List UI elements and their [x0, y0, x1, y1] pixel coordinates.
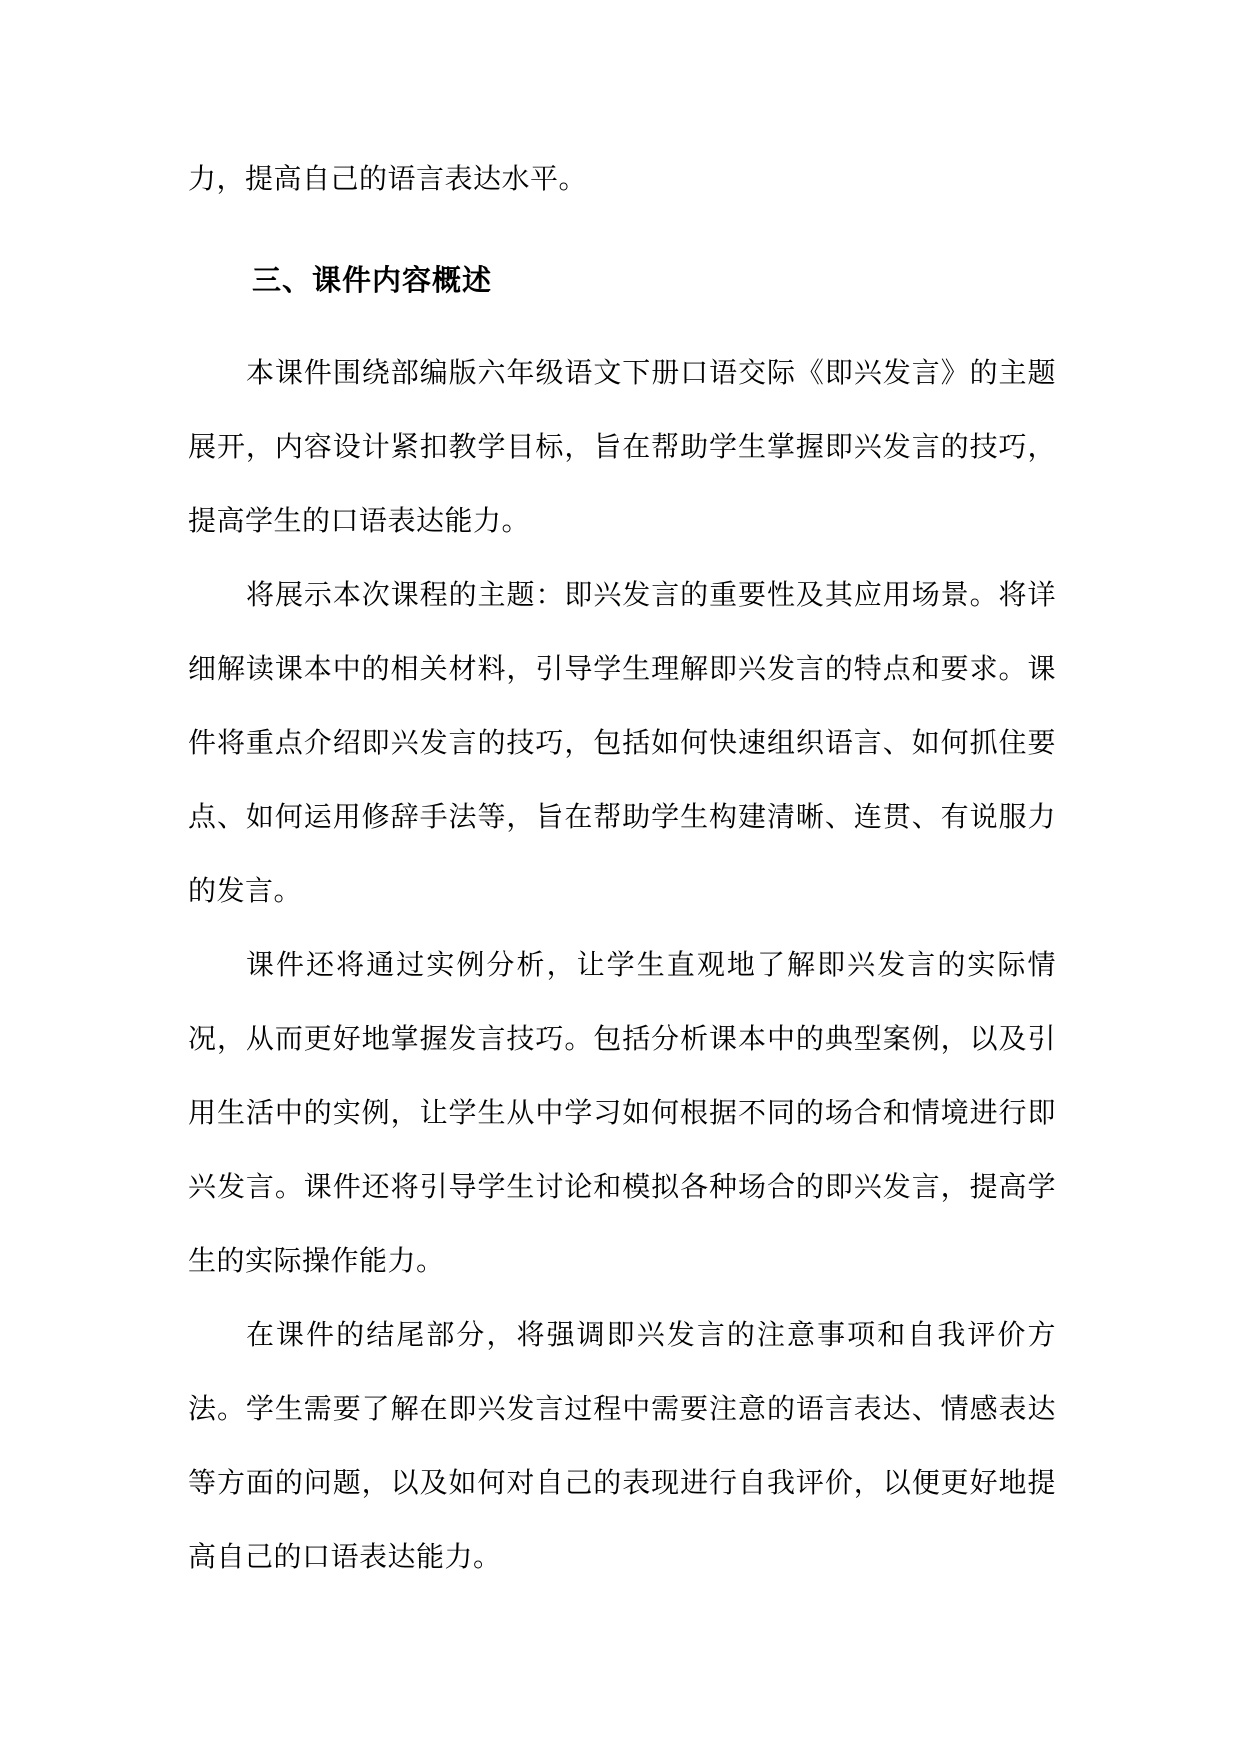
body-paragraph-3: 课件还将通过实例分析，让学生直观地了解即兴发言的实际情况，从而更好地掌握发言技巧。包括分析课本中的典型案例，以及引用生活中的实例，让学生从中学习如何根据不同的场合和情境进行即兴发言。课件还将引导学生讨论和模拟各种场合的即兴发言，提高学生的实际操作能力。: [188, 948, 1056, 1277]
body-paragraph-2: 将展示本次课程的主题：即兴发言的重要性及其应用场景。将详细解读课本中的相关材料，引导学生理解即兴发言的特点和要求。课件将重点介绍即兴发言的技巧，包括如何快速组织语言、如何抓住要点、如何运用修辞手法等，旨在帮助学生构建清晰、连贯、有说服力的发言。: [188, 578, 1056, 907]
body-paragraph-1: 本课件围绕部编版六年级语文下册口语交际《即兴发言》的主题展开，内容设计紧扣教学目标，旨在帮助学生掌握即兴发言的技巧，提高学生的口语表达能力。: [188, 356, 1056, 537]
body-paragraph-4: 在课件的结尾部分，将强调即兴发言的注意事项和自我评价方法。学生需要了解在即兴发言过程中需要注意的语言表达、情感表达等方面的问题，以及如何对自己的表现进行自我评价，以便更好地提高自己的口语表达能力。: [188, 1318, 1056, 1573]
continuation-paragraph: 力，提高自己的语言表达水平。: [188, 162, 588, 195]
section-heading: 三、课件内容概述: [252, 263, 493, 297]
section-body: [188, 336, 1056, 1594]
continuation-block: [188, 142, 1056, 216]
